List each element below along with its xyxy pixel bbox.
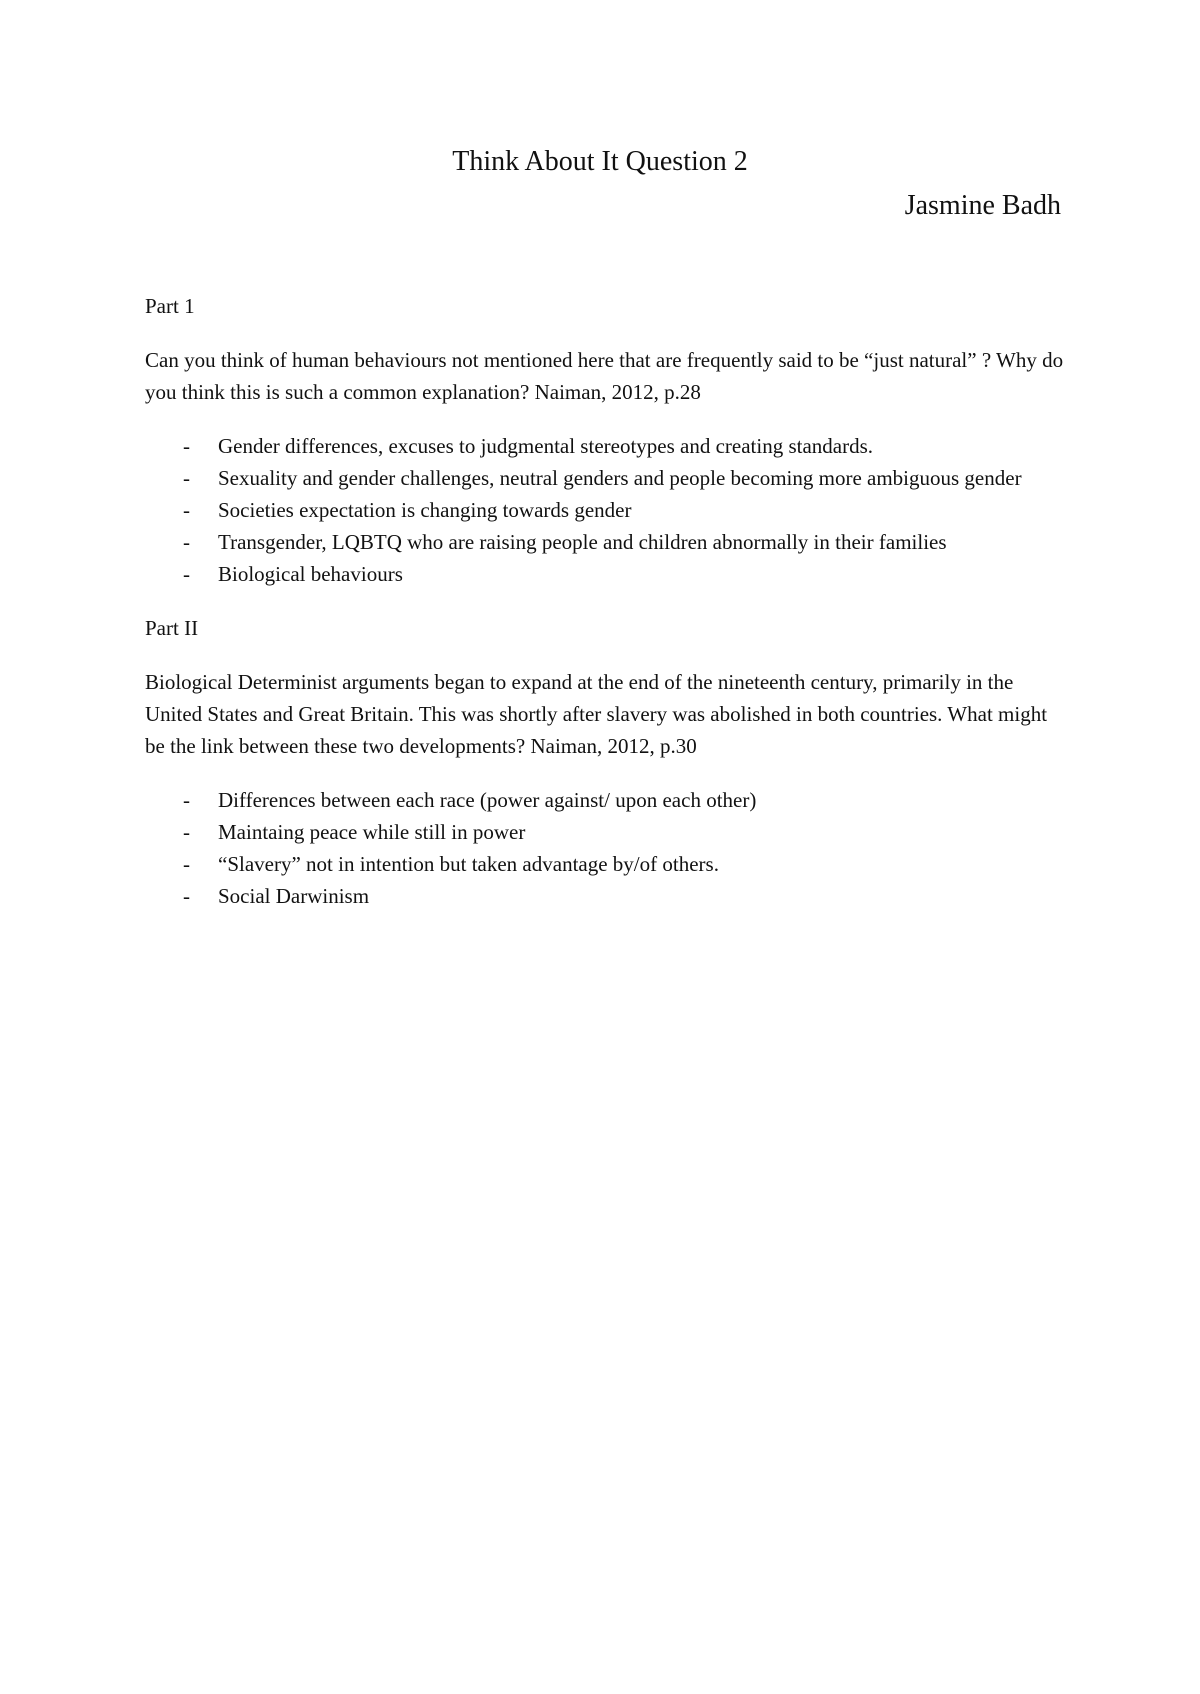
list-item <box>145 880 1065 912</box>
dash-marker: - <box>183 530 190 554</box>
section-question: Can you think of human behaviours not mentioned here that are frequently said to be “just natural” ? Why do you think this is such a common explanation? Naiman, 2012, p.28 <box>145 348 1064 404</box>
section-heading: Part 1 <box>145 294 195 318</box>
list-item-text: Societies expectation is changing towards gender <box>218 498 632 522</box>
list-item <box>145 462 1065 494</box>
dash-marker: - <box>183 852 190 876</box>
list-item-text: Biological behaviours <box>218 562 403 586</box>
dash-marker: - <box>183 884 190 908</box>
document-body <box>145 290 1065 934</box>
author-name: Jasmine Badh <box>904 190 1061 221</box>
document-title: Think About It Question 2 <box>452 146 748 177</box>
list-item <box>145 430 1065 462</box>
bullet-list <box>145 784 1065 912</box>
list-item <box>145 494 1065 526</box>
list-item-text: Social Darwinism <box>218 884 370 908</box>
list-item <box>145 848 1065 880</box>
dash-marker: - <box>183 788 190 812</box>
dash-marker: - <box>183 820 190 844</box>
dash-marker: - <box>183 562 190 586</box>
list-item-text: Differences between each race (power against/ upon each other) <box>218 788 757 812</box>
list-item <box>145 526 1065 558</box>
section-question: Biological Determinist arguments began to expand at the end of the nineteenth century, primarily in the United States and Great Britain. This was shortly after slavery was abolished in both countries. What might be the link between these two developments? Naiman, 2012, p.30 <box>145 670 1048 758</box>
list-item-text: “Slavery” not in intention but taken advantage by/of others. <box>218 852 719 876</box>
list-item-text: Gender differences, excuses to judgmental stereotypes and creating standards. <box>218 434 874 458</box>
list-item <box>145 558 1065 590</box>
section-part-1 <box>145 290 1065 590</box>
dash-marker: - <box>183 434 190 458</box>
section-part-2 <box>145 612 1065 912</box>
dash-marker: - <box>183 466 190 490</box>
dash-marker: - <box>183 498 190 522</box>
list-item-text: Maintaing peace while still in power <box>218 820 526 844</box>
bullet-list <box>145 430 1065 590</box>
list-item-text: Sexuality and gender challenges, neutral genders and people becoming more ambiguous gender <box>218 466 1022 490</box>
list-item <box>145 784 1065 816</box>
section-heading: Part II <box>145 616 199 640</box>
list-item-text: Transgender, LQBTQ who are raising people and children abnormally in their families <box>218 530 947 554</box>
list-item <box>145 816 1065 848</box>
